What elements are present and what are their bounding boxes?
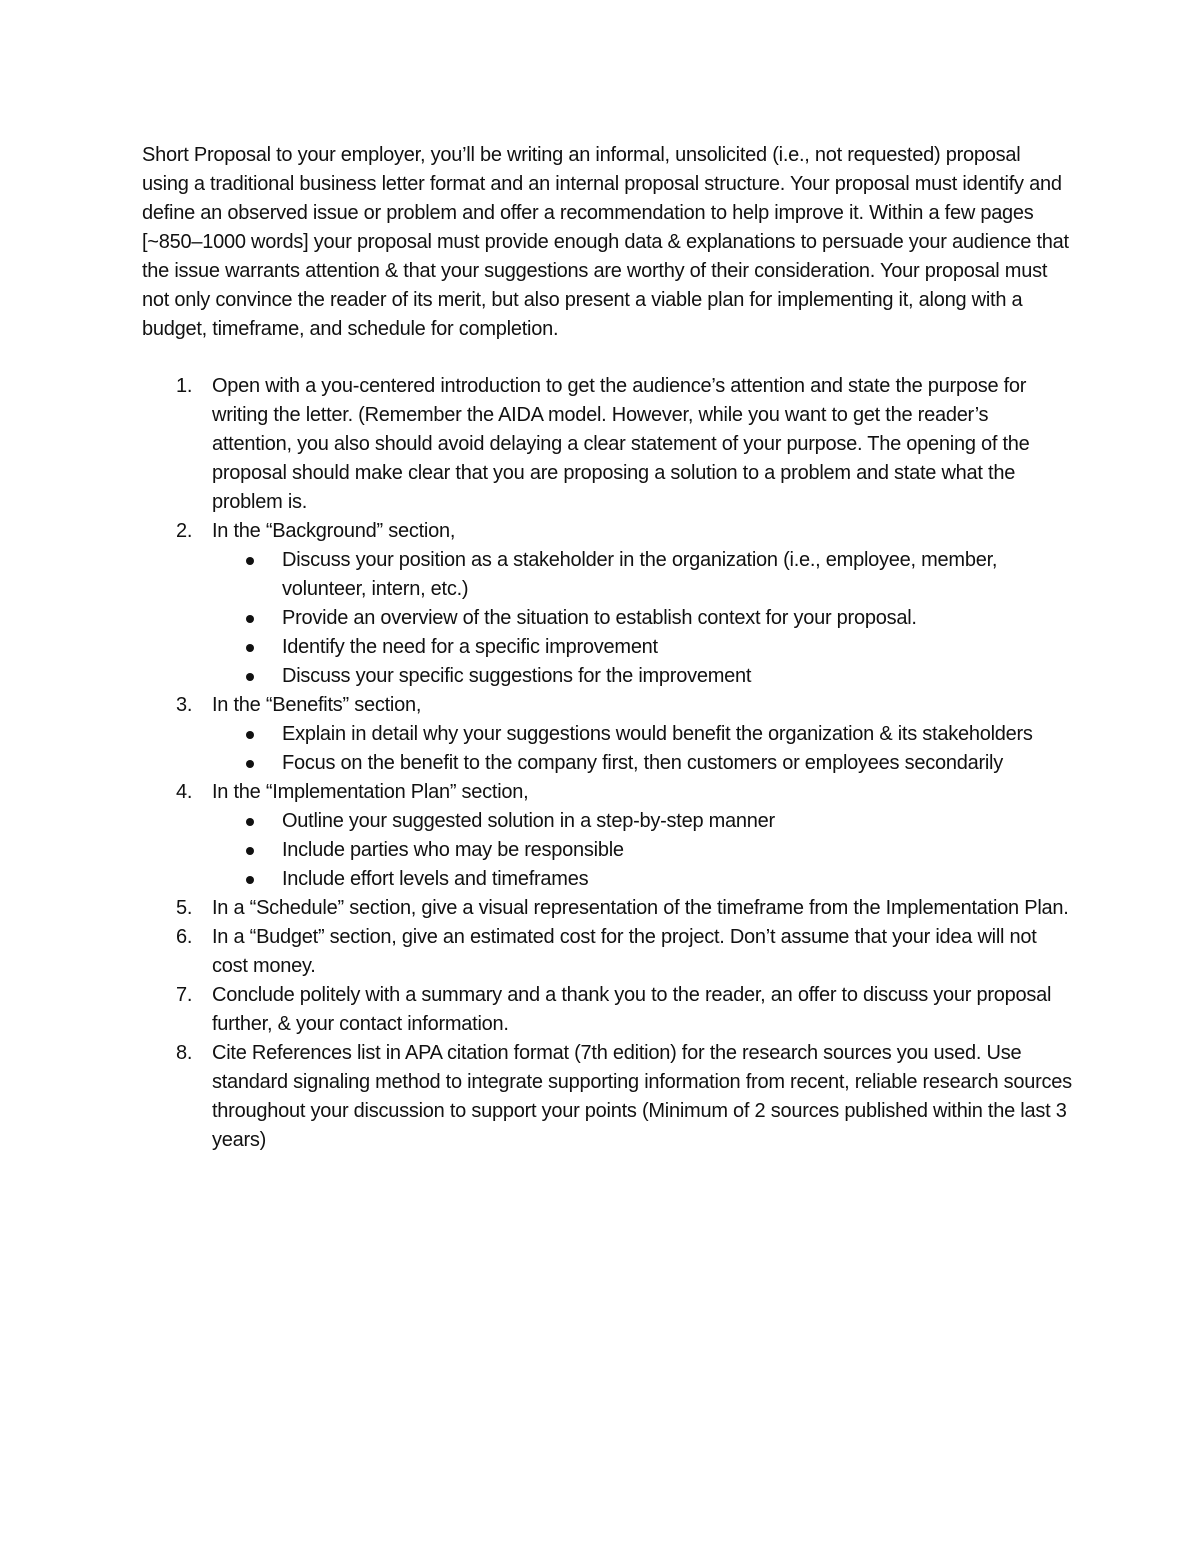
bullet-item [212, 546, 1072, 604]
list-item-text: In the “Benefits” section, [212, 694, 422, 716]
intro-paragraph: Short Proposal to your employer, you’ll be writing an informal, unsolicited (i.e., not requested) proposal using a traditional business letter format and an internal proposal structure. Your proposal must identify and define an observed issue or problem and offer a recommendation to help improve it. Within a few pages [~850–1000 words] your proposal must provide enough data & explanations to persuade your audience that the issue warrants attention & that your suggestions are worthy of their consideration. Your proposal must not only convince the reader of its merit, but also present a viable plan for implementing it, along with a budget, timeframe, and schedule for completion. [142, 144, 1069, 340]
list-item-1 [142, 372, 1072, 517]
bullet-text: Include effort levels and timeframes [282, 868, 589, 890]
list-item-text: Conclude politely with a summary and a thank you to the reader, an offer to discuss your proposal further, & your contact information. [212, 984, 1052, 1035]
bullet-dot-icon [246, 644, 254, 652]
list-number: 5. [176, 897, 193, 919]
list-item-8 [142, 1039, 1072, 1155]
bullet-text: Discuss your position as a stakeholder in the organization (i.e., employee, member, volunteer, intern, etc.) [282, 549, 998, 600]
bullet-item [212, 749, 1072, 778]
bullet-text: Include parties who may be responsible [282, 839, 624, 861]
list-item-text: In the “Background” section, [212, 520, 456, 542]
list-item-text: In a “Schedule” section, give a visual representation of the timeframe from the Implementation Plan. [212, 897, 1069, 919]
list-item-text: Cite References list in APA citation format (7th edition) for the research sources you used. Use standard signaling method to integrate supporting information from recent, reliable research sources throughout your discussion to support your points (Minimum of 2 sources published within the last 3 years) [212, 1042, 1072, 1151]
list-item-6 [142, 923, 1072, 981]
background-bullets [212, 546, 1072, 691]
list-number: 3. [176, 694, 193, 716]
bullet-item [212, 865, 1072, 894]
bullet-item [212, 662, 1072, 691]
implementation-bullets [212, 807, 1072, 894]
bullet-text: Focus on the benefit to the company first, then customers or employees secondarily [282, 752, 1003, 774]
bullet-dot-icon [246, 731, 254, 739]
list-item-3 [142, 691, 1072, 778]
bullet-text: Identify the need for a specific improvement [282, 636, 658, 658]
bullet-dot-icon [246, 847, 254, 855]
list-number: 2. [176, 520, 193, 542]
bullet-text: Provide an overview of the situation to establish context for your proposal. [282, 607, 917, 629]
benefits-bullets [212, 720, 1072, 778]
bullet-dot-icon [246, 557, 254, 565]
list-item-7 [142, 981, 1072, 1039]
document-body [142, 141, 1072, 1155]
list-item-text: Open with a you-centered introduction to get the audience’s attention and state the purpose for writing the letter. (Remember the AIDA model. However, while you want to get the reader’s attention, you also should avoid delaying a clear statement of your purpose. The opening of the proposal should make clear that you are proposing a solution to a problem and state what the problem is. [212, 375, 1030, 513]
bullet-dot-icon [246, 615, 254, 623]
bullet-text: Explain in detail why your suggestions would benefit the organization & its stakeholders [282, 723, 1033, 745]
bullet-item [212, 720, 1072, 749]
list-number: 4. [176, 781, 193, 803]
list-item-2 [142, 517, 1072, 691]
list-item-5 [142, 894, 1072, 923]
bullet-text: Discuss your specific suggestions for the improvement [282, 665, 752, 687]
list-item-4 [142, 778, 1072, 894]
bullet-dot-icon [246, 760, 254, 768]
bullet-item [212, 604, 1072, 633]
bullet-dot-icon [246, 876, 254, 884]
list-number: 1. [176, 375, 193, 397]
instruction-list [142, 372, 1072, 1155]
list-number: 7. [176, 984, 193, 1006]
list-item-text: In the “Implementation Plan” section, [212, 781, 529, 803]
bullet-item [212, 807, 1072, 836]
list-item-text: In a “Budget” section, give an estimated cost for the project. Don’t assume that your idea will not cost money. [212, 926, 1037, 977]
list-number: 6. [176, 926, 193, 948]
bullet-text: Outline your suggested solution in a step-by-step manner [282, 810, 775, 832]
bullet-item [212, 836, 1072, 865]
bullet-dot-icon [246, 673, 254, 681]
list-number: 8. [176, 1042, 193, 1064]
bullet-item [212, 633, 1072, 662]
bullet-dot-icon [246, 818, 254, 826]
